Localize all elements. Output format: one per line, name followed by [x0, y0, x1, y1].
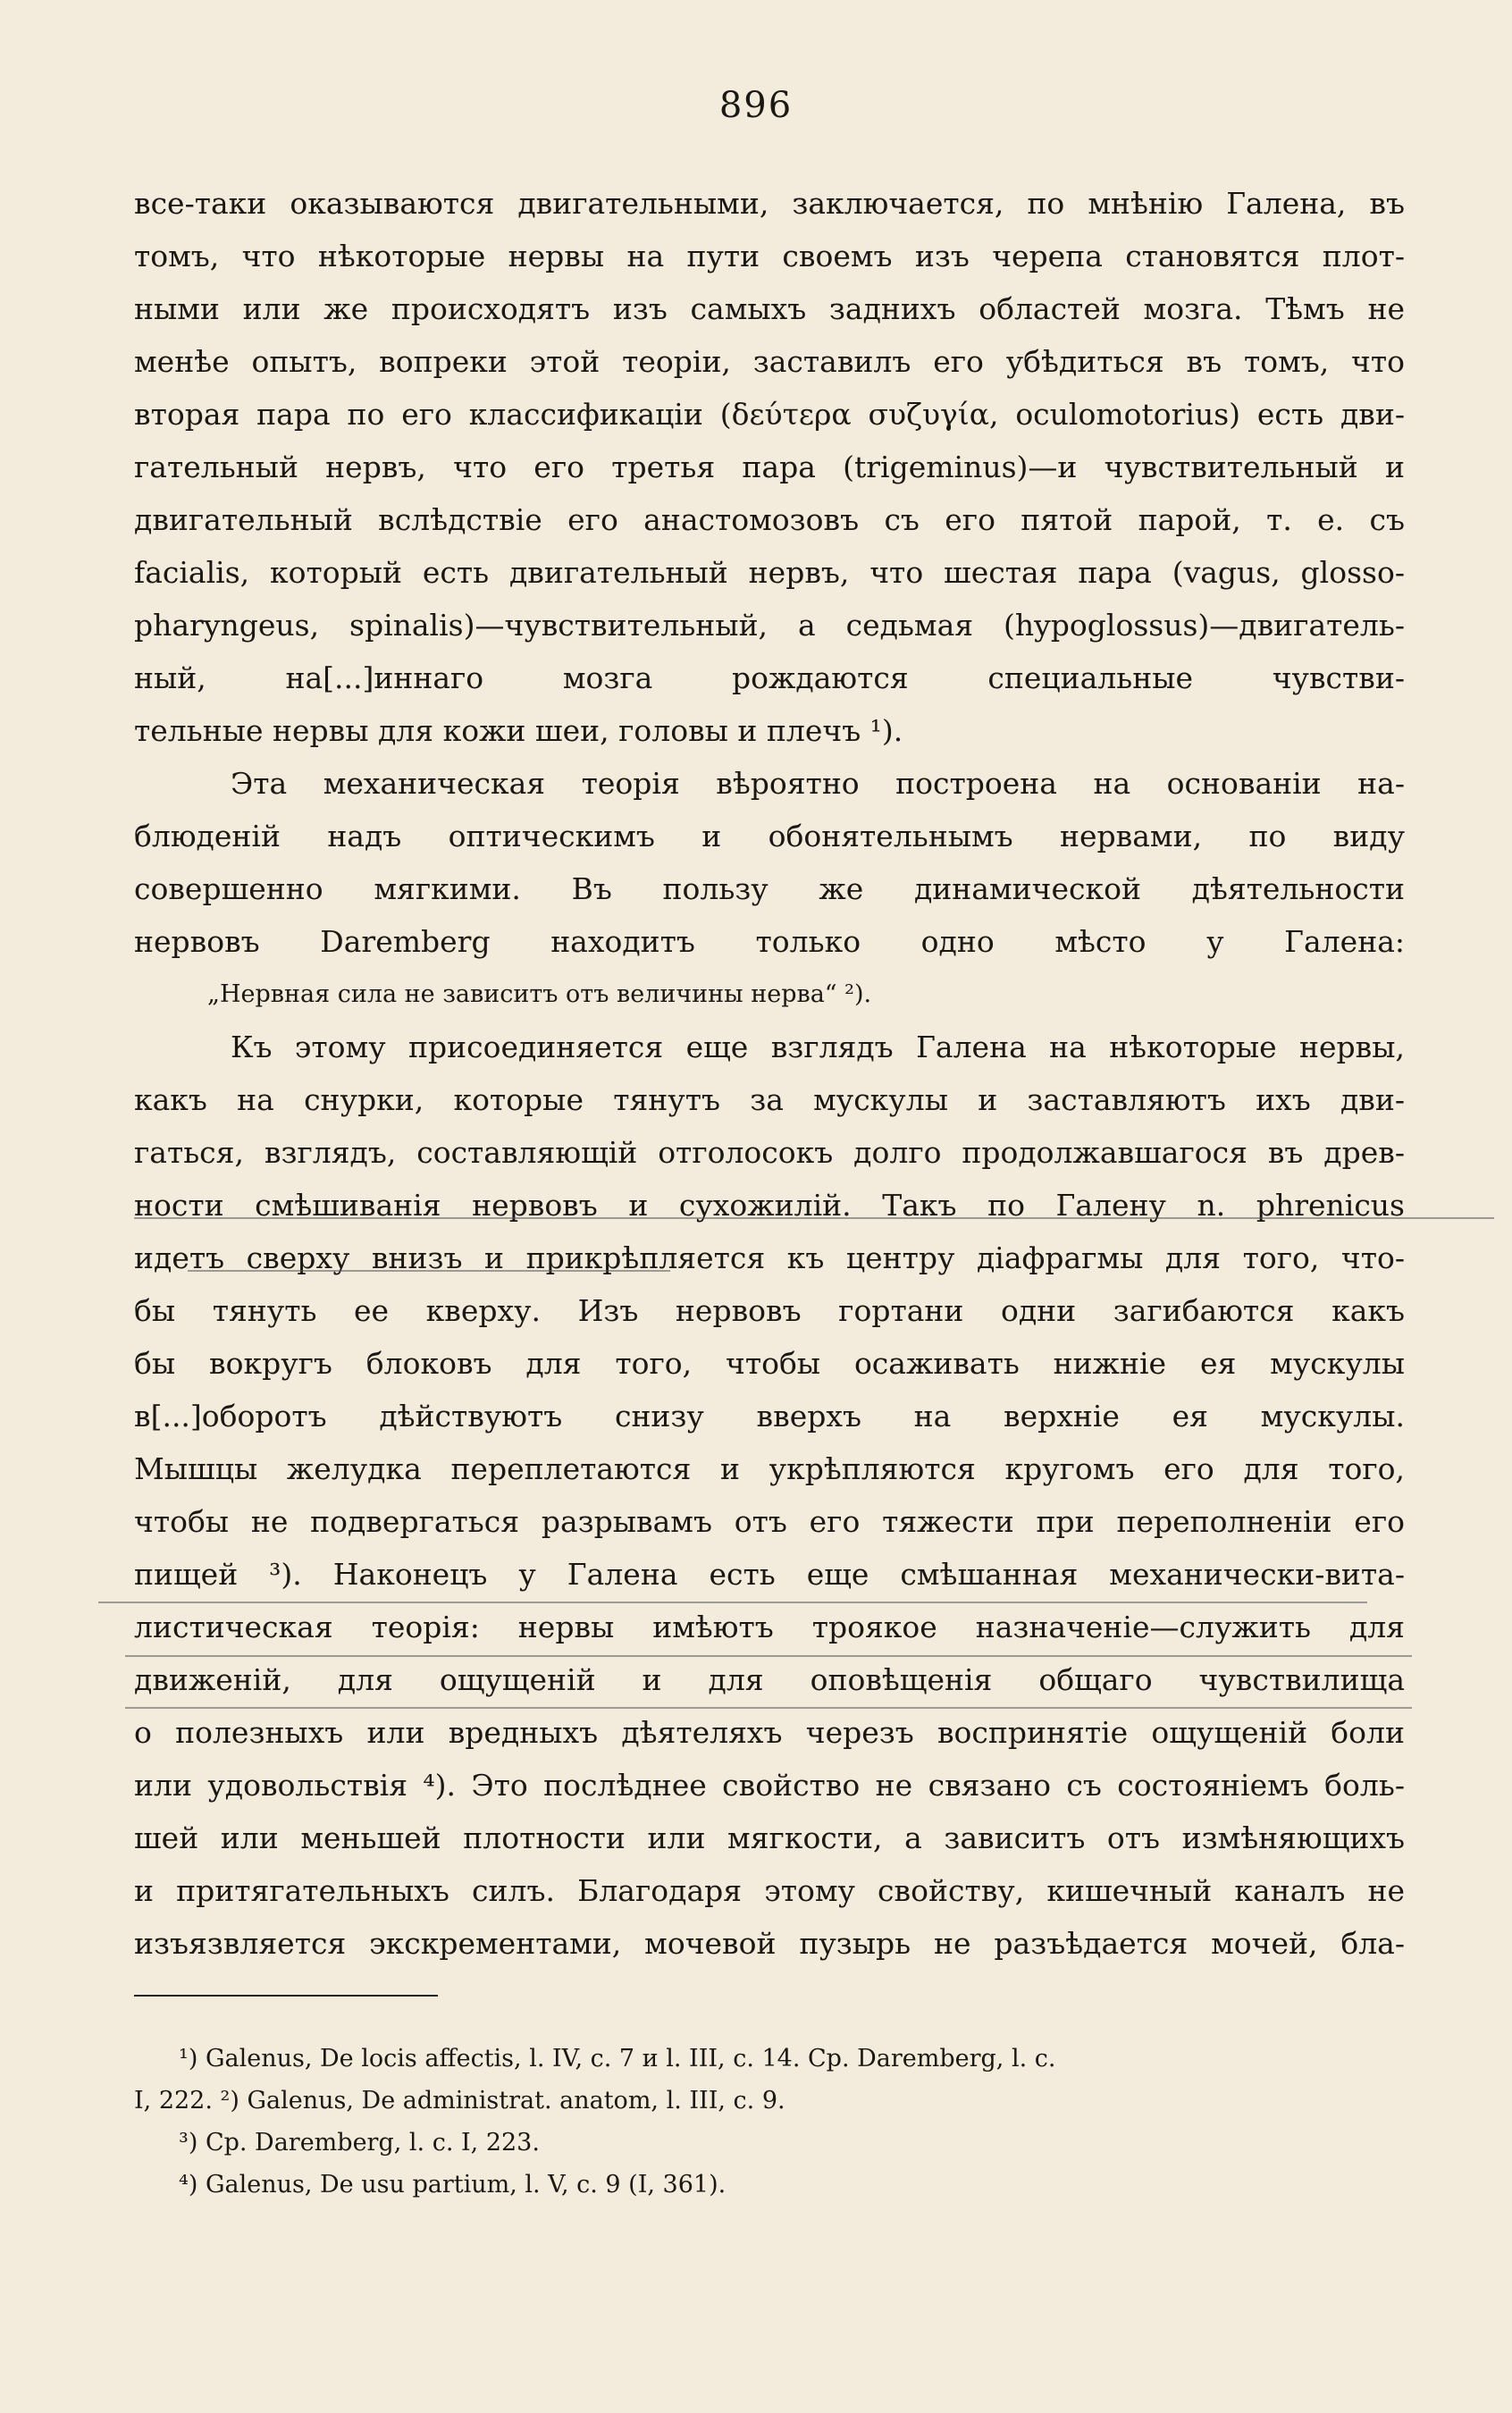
body-text — [134, 177, 1405, 1970]
pencil-underline — [188, 1270, 670, 1272]
footnotes — [134, 2038, 1405, 2206]
text-line: шей или меньшей плотности или мягкости, а зависитъ отъ измѣняющихъ — [134, 1820, 1405, 1855]
text-line: ными или же происходятъ изъ самыхъ заднихъ областей мозга. Тѣмъ не — [134, 291, 1405, 326]
text-line: совершенно мягкими. Въ пользу же динамической дѣятельности — [134, 871, 1405, 906]
text-line: бы вокругъ блоковъ для того, чтобы осаживать нижніе ея мускулы — [134, 1346, 1405, 1381]
text-line: пищей ³). Наконецъ у Галена есть еще смѣшанная механически-вита- — [134, 1557, 1405, 1592]
page-number: 896 — [718, 85, 794, 126]
text-line: менѣе опытъ, вопреки этой теоріи, заставилъ его убѣдиться въ томъ, что — [134, 344, 1405, 379]
text-line: Мышцы желудка переплетаются и укрѣпляются кругомъ его для того, — [134, 1451, 1405, 1486]
text-line: идетъ сверху внизъ и прикрѣпляется къ центру діафрагмы для того, что- — [134, 1240, 1405, 1275]
text-line: вторая пара по его классификаціи (δεύτερα συζυγία, oculomotorius) есть дви- — [134, 397, 1405, 432]
text-line: в[...]оборотъ дѣйствуютъ снизу вверхъ на верхніе ея мускулы. — [134, 1399, 1405, 1434]
text-line: Къ этому присоединяется еще взглядъ Галена на нѣкоторые нервы, — [231, 1030, 1405, 1064]
text-line: ности смѣшиванія нервовъ и сухожилій. Такъ по Галену n. phrenicus — [134, 1188, 1405, 1223]
text-line: двигательный вслѣдствіе его анастомозовъ съ его пятой парой, т. е. съ — [134, 502, 1405, 537]
text-line: чтобы не подвергаться разрывамъ отъ его тяжести при переполненіи его — [134, 1504, 1405, 1539]
text-line: бы тянуть ее кверху. Изъ нервовъ гортани одни загибаются какъ — [134, 1293, 1405, 1328]
text-line: гательный нервъ, что его третья пара (trigeminus)—и чувствительный и — [134, 450, 1405, 484]
text-line: какъ на снурки, которые тянутъ за мускулы и заставляютъ ихъ дви- — [134, 1082, 1405, 1117]
text-line: гаться, взглядъ, составляющій отголосокъ долго продолжавшагося въ древ- — [134, 1135, 1405, 1170]
text-line: facialis, который есть двигательный нервъ, что шестая пара (vagus, glosso- — [134, 555, 1405, 590]
text-line: нервовъ Daremberg находитъ только одно мѣсто у Галена: — [134, 924, 1405, 959]
text-line: о полезныхъ или вредныхъ дѣятеляхъ черезъ воспринятіе ощущеній боли — [134, 1715, 1405, 1750]
footnote-rule — [134, 1995, 438, 1997]
footnote: ¹) Galenus, De locis affectis, l. IV, c. 7 и l. III, c. 14. Cp. Daremberg, l. c. — [179, 2045, 1056, 2072]
pencil-underline — [134, 1217, 1494, 1219]
text-line: Эта механическая теорія вѣроятно построена на основаніи на- — [231, 766, 1405, 801]
text-line: изъязвляется экскрементами, мочевой пузырь не разъѣдается мочей, бла- — [134, 1926, 1405, 1961]
text-line: листическая теорія: нервы имѣютъ троякое назначеніе—служить для — [134, 1610, 1405, 1644]
text-line: тельные нервы для кожи шеи, головы и плечъ ¹). — [134, 713, 903, 748]
text-line: томъ, что нѣкоторые нервы на пути своемъ изъ черепа становятся плот- — [134, 239, 1405, 273]
pencil-underline — [125, 1655, 1412, 1657]
pencil-underline — [125, 1707, 1412, 1709]
text-line: все-таки оказываются двигательными, заключается, по мнѣнію Галена, въ — [134, 186, 1405, 221]
pencil-underline — [98, 1602, 1367, 1603]
text-line: pharyngeus, spinalis)—чувствительный, а седьмая (hypoglossus)—двигатель- — [134, 608, 1405, 643]
footnote: I, 222. ²) Galenus, De administrat. anatom, l. III, c. 9. — [134, 2087, 785, 2115]
text-line: или удовольствія ⁴). Это послѣднее свойство не связано съ состояніемъ боль- — [134, 1768, 1405, 1803]
text-line: и притягательныхъ силъ. Благодаря этому свойству, кишечный каналъ не — [134, 1873, 1405, 1908]
footnote: ⁴) Galenus, De usu partium, l. V, c. 9 (I, 361). — [179, 2171, 727, 2199]
text-line: движеній, для ощущеній и для оповѣщенія общаго чувствилища — [134, 1662, 1405, 1697]
text-line: ный, на[...]иннаго мозга рождаются специальные чувстви- — [134, 660, 1405, 695]
quote-line: „Нервная сила не зависитъ отъ величины нерва“ ²). — [207, 980, 872, 1008]
footnote: ³) Cp. Daremberg, l. c. I, 223. — [179, 2129, 540, 2157]
text-line: блюденій надъ оптическимъ и обонятельнымъ нервами, по виду — [134, 819, 1405, 853]
